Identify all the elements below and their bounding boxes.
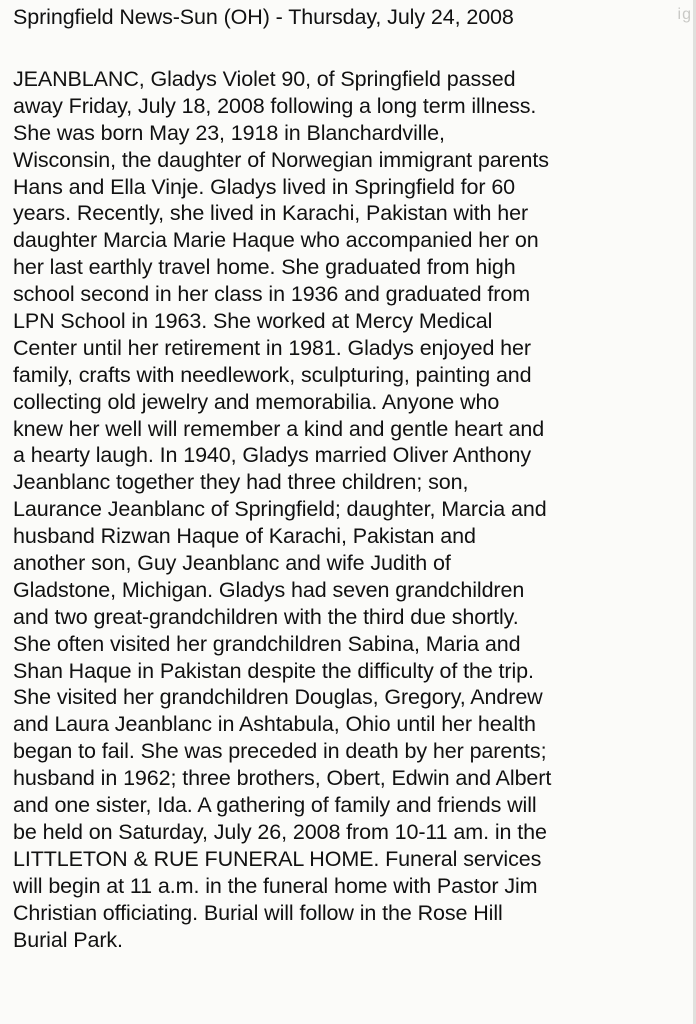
obituary-line: Burial Park. xyxy=(13,927,123,952)
obituary-line: Christian officiating. Burial will follow in the Rose Hill xyxy=(13,900,503,925)
obituary-line: be held on Saturday, July 26, 2008 from 10-11 am. in the xyxy=(13,819,547,844)
obituary-line: another son, Guy Jeanblanc and wife Judith of xyxy=(13,551,451,576)
obituary-line: husband in 1962; three brothers, Obert, Edwin and Albert xyxy=(13,766,552,791)
obituary-line: JEANBLANC, Gladys Violet 90, of Springfield passed xyxy=(13,67,516,91)
obituary-line: LPN School in 1963. She worked at Mercy Medical xyxy=(13,309,493,334)
obituary-line: and one sister, Ida. A gathering of family and friends will xyxy=(13,793,537,818)
obituary-line: collecting old jewelry and memorabilia. Anyone who xyxy=(13,389,500,414)
obituary-line: a hearty laugh. In 1940, Gladys married Oliver Anthony xyxy=(13,443,532,468)
obituary-line: years. Recently, she lived in Karachi, Pakistan with her xyxy=(13,201,529,226)
obituary-line: Hans and Ella Vinje. Gladys lived in Springfield for 60 xyxy=(13,174,516,199)
obituary-line: LITTLETON & RUE FUNERAL HOME. Funeral services xyxy=(13,846,542,871)
obituary-line: Jeanblanc together they had three children; son, xyxy=(13,470,469,495)
obituary-line: and two great-grandchildren with the third due shortly. xyxy=(13,604,519,629)
publication-header: Springfield News-Sun (OH) - Thursday, July 24, 2008 xyxy=(13,5,514,29)
obituary-line: daughter Marcia Marie Haque who accompanied her on xyxy=(13,228,539,253)
obituary-line: She visited her grandchildren Douglas, Gregory, Andrew xyxy=(13,685,543,710)
obituary-line: Shan Haque in Pakistan despite the difficulty of the trip. xyxy=(13,658,534,683)
obituary-body xyxy=(13,66,693,953)
obituary-line: Center until her retirement in 1981. Gladys enjoyed her xyxy=(13,335,531,360)
obituary-line: husband Rizwan Haque of Karachi, Pakistan and xyxy=(13,524,476,549)
obituary-line: school second in her class in 1936 and graduated from xyxy=(13,282,530,307)
obituary-line: will begin at 11 a.m. in the funeral home with Pastor Jim xyxy=(13,873,538,898)
obituary-line: Laurance Jeanblanc of Springfield; daughter, Marcia and xyxy=(13,497,547,522)
bleed-through-text: ig xyxy=(677,6,692,23)
obituary-line: Gladstone, Michigan. Gladys had seven grandchildren xyxy=(13,577,525,602)
obituary-line: began to fail. She was preceded in death by her parents; xyxy=(13,739,547,764)
obituary-line: and Laura Jeanblanc in Ashtabula, Ohio until her health xyxy=(13,712,536,737)
obituary-line: She was born May 23, 1918 in Blanchardville, xyxy=(13,120,445,145)
obituary-line: knew her well will remember a kind and gentle heart and xyxy=(13,416,545,441)
obituary-line: Wisconsin, the daughter of Norwegian immigrant parents xyxy=(13,147,549,172)
obituary-line: her last earthly travel home. She graduated from high xyxy=(13,255,516,280)
obituary-line: away Friday, July 18, 2008 following a long term illness. xyxy=(13,93,537,118)
obituary-line: She often visited her grandchildren Sabina, Maria and xyxy=(13,631,521,656)
obituary-line: family, crafts with needlework, sculpturing, painting and xyxy=(13,362,532,387)
